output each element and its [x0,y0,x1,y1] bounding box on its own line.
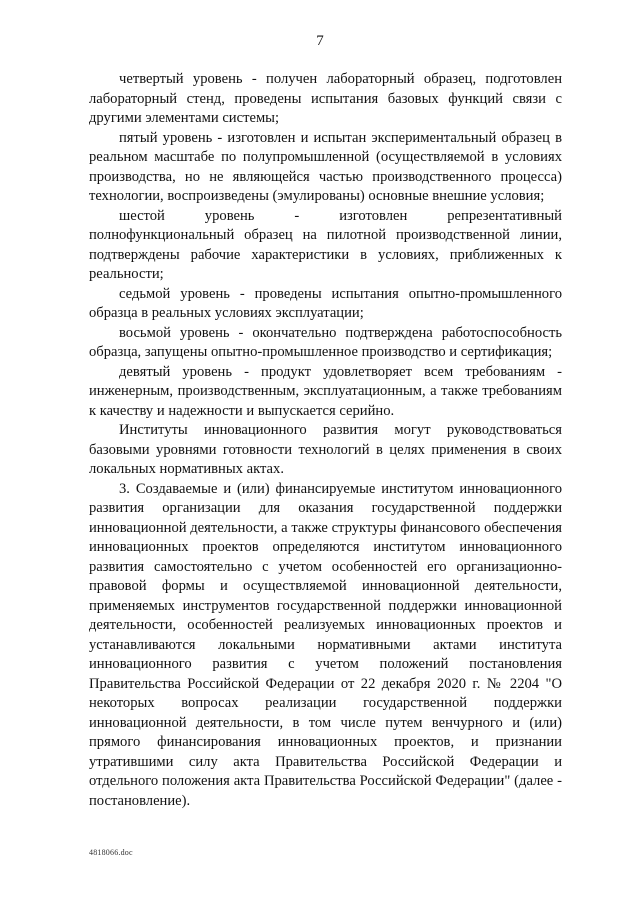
paragraph-level-6: шестой уровень - изготовлен репрезентативный полнофункциональный образец на пилотной производственной линии, подтверждены рабочие характеристики в условиях, приближенных к реальности; [89,207,562,282]
page-number: 7 [316,33,324,49]
paragraph-level-5: пятый уровень - изготовлен и испытан экспериментальный образец в реальном масштабе по полупромышленной (осуществляемой в условиях производства, но не являющейся частью производственного процесса) технологии, воспроизведены (эмулированы) основные внешние условия; [89,129,562,204]
document-file-code: 4818066.doc [89,848,133,857]
paragraph-institutes-note: Институты инновационного развития могут руководствоваться базовыми уровнями готовности технологий в целях применения в своих локальных нормативных актах. [89,422,562,477]
paragraph-section-3: 3. Создаваемые и (или) финансируемые институтом инновационного развития организации для оказания государственной поддержки инновационной деятельности, а также структуры финансового обеспечения инновационных проектов определяются институтом инновационного развития самостоятельно с учетом особенностей его организационно-правовой формы и осуществляемой инновационной деятельности, применяемых инструментов государственной поддержки инновационной деятельности, особенностей реализуемых инновационных проектов и устанавливаются локальными нормативными актами института инновационного развития с учетом положений постановления Правительства Российской Федерации от 22 декабря 2020 г. № 2204 "О некоторых вопросах реализации государственной поддержки инновационной деятельности, в том числе путем венчурного и (или) прямого финансирования инновационных проектов, и признании утратившими силу акта Правительства Российской Федерации и отдельного положения акта Правительства Российской Федерации" (далее - постановление). [89,480,562,809]
document-body [89,70,562,811]
paragraph-level-8: восьмой уровень - окончательно подтверждена работоспособность образца, запущены опытно-промышленное производство и сертификация; [89,324,562,360]
paragraph-level-7: седьмой уровень - проведены испытания опытно-промышленного образца в реальных условиях эксплуатации; [89,285,562,321]
paragraph-level-4: четвертый уровень - получен лабораторный образец, подготовлен лабораторный стенд, проведены испытания базовых функций связи с другими элементами системы; [89,71,562,126]
paragraph-level-9: девятый уровень - продукт удовлетворяет всем требованиям - инженерным, производственным, эксплуатационным, а также требованиям к качеству и надежности и выпускается серийно. [89,363,562,419]
